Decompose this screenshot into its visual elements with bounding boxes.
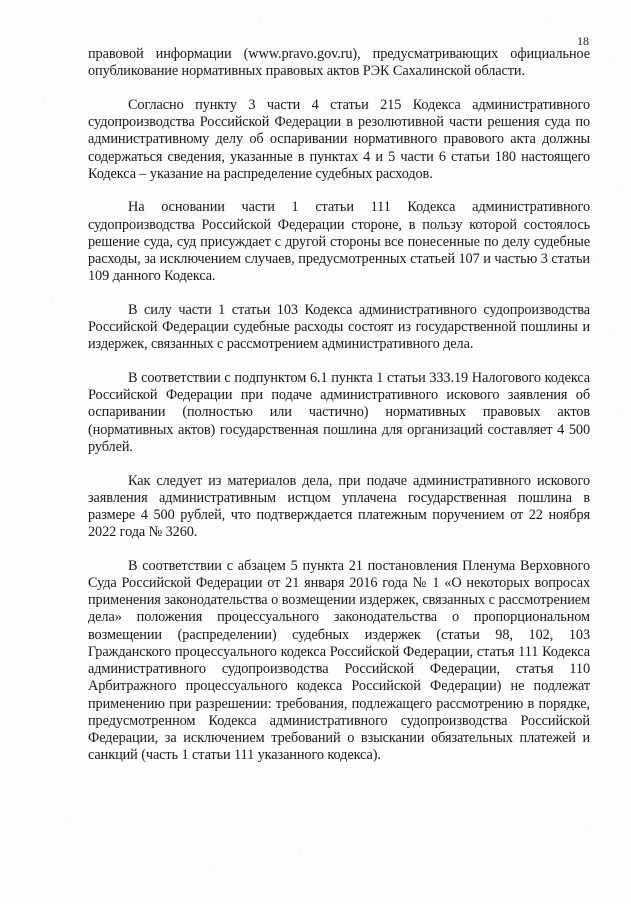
page-number: 18 bbox=[577, 34, 589, 48]
paragraph-tax-code: В соответствии с подпунктом 6.1 пункта 1 статьи 333.19 Налогового кодекса Российской Федерации при подаче административного искового заявления об оспаривании (полностью или частично) нормативных правовых актов (нормативных актов) государственная пошлина для организаций составляет 4 500 рублей. bbox=[88, 370, 590, 455]
paragraph-continuation: правовой информации (www.pravo.gov.ru), предусматривающих официальное опубликование нормативных правовых актов РЭК Сахалинской области. bbox=[88, 46, 590, 80]
paragraph-plenum: В соответствии с абзацем 5 пункта 21 постановления Пленума Верховного Суда Российской Федерации от 21 января 2016 года № 1 «О некоторых вопросах применения законодательства о возмещении издержек, связанных с рассмотрением дела» положения процессуального законодательства о пропорциональном возмещении (распределении) судебных издержек (статьи 98, 102, 103 Гражданского процессуального кодекса Российской Федерации, статья 111 Кодекса административного судопроизводства Российской Федерации, статья 110 Арбитражного процессуального кодекса Российской Федерации) не подлежат применению при разрешении: требования, подлежащего рассмотрению в порядке, предусмотренном Кодекса административного судопроизводства Российской Федерации, за исключением требований о взыскании обязательных платежей и санкций (часть 1 статьи 111 указанного кодекса). bbox=[88, 557, 590, 764]
paragraph-article-215: Согласно пункту 3 части 4 статьи 215 Кодекса административного судопроизводства Российской Федерации в резолютивной части решения суда по административному делу об оспаривании нормативного правового акта должны содержаться сведения, указанные в пунктах 4 и 5 части 6 статьи 180 настоящего Кодекса – указание на распределение судебных расходов. bbox=[88, 96, 590, 182]
paragraph-article-111: На основании части 1 статьи 111 Кодекса административного судопроизводства Российской Федерации стороне, в пользу которой состоялось решение суда, суд присуждает с другой стороны все понесенные по делу судебные расходы, за исключением случаев, предусмотренных статьей 107 и частью 3 статьи 109 данного Кодекса. bbox=[88, 199, 590, 285]
document-body bbox=[88, 46, 590, 764]
paragraph-duty-paid: Как следует из материалов дела, при подаче административного искового заявления административным истцом уплачена государственная пошлина в размере 4 500 рублей, что подтверждается платежным поручением от 22 ноября 2022 года № 3260. bbox=[88, 472, 590, 541]
paragraph-article-103: В силу части 1 статьи 103 Кодекса административного судопроизводства Российской Федерации судебные расходы состоят из государственной пошлины и издержек, связанных с рассмотрением административного дела. bbox=[88, 301, 590, 353]
